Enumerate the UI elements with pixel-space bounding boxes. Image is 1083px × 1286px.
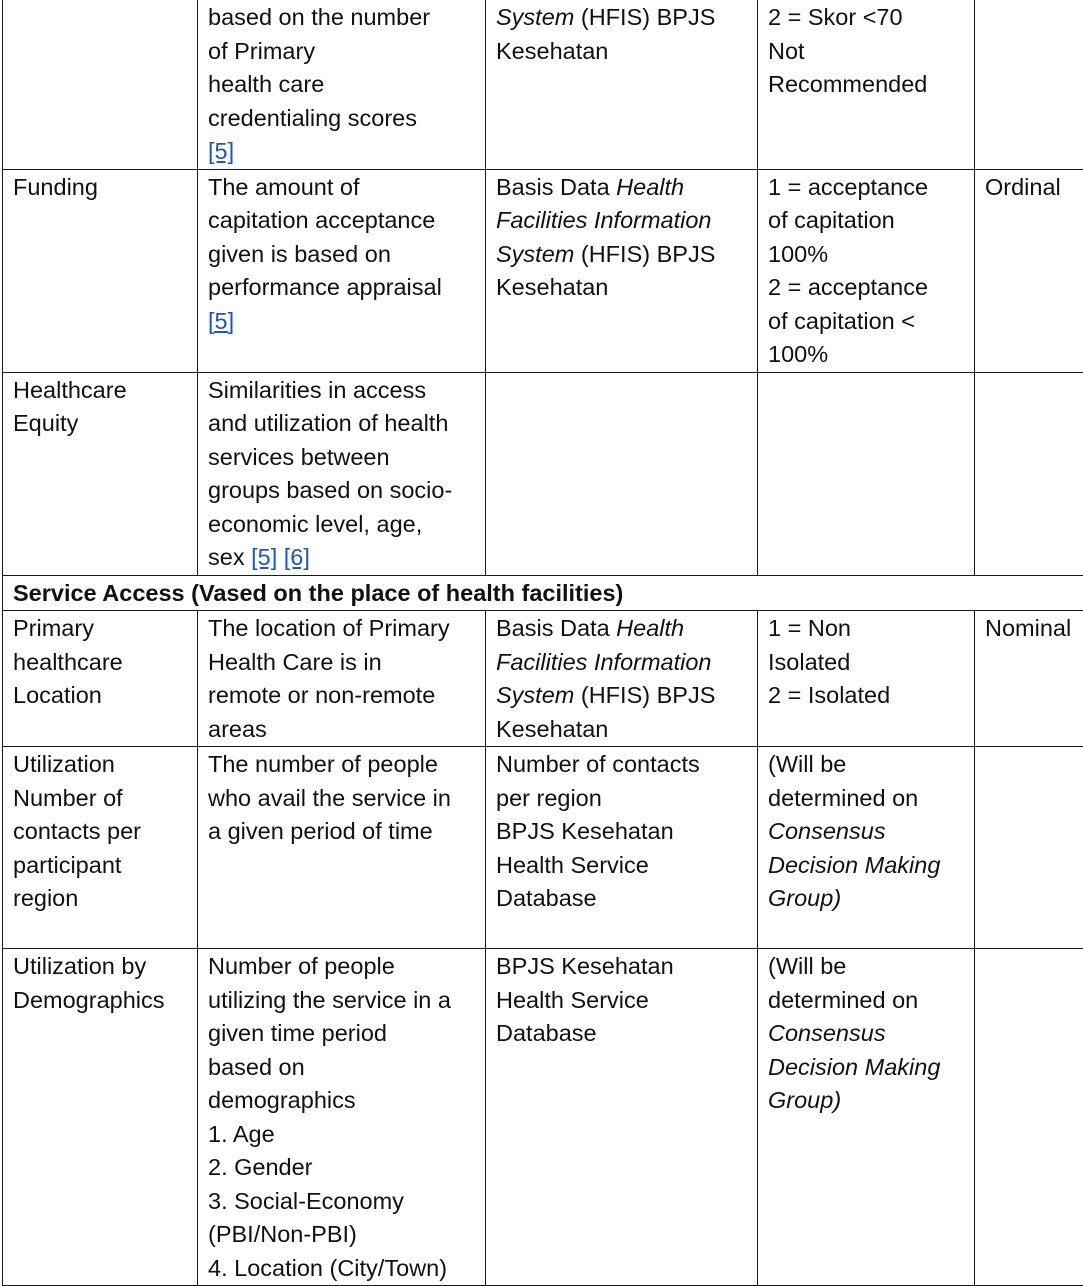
scale-cell: Nominal [975,611,1083,747]
scale-cell [975,949,1083,1286]
source-cell: System (HFIS) BPJS Kesehatan [486,0,758,169]
source-cell [486,372,758,575]
scale-cell [975,0,1083,169]
category-cell: 1 = Non Isolated 2 = Isolated [758,611,975,747]
table-row [3,747,1083,949]
citation-link[interactable]: [5] [251,544,277,570]
variable-cell: Healthcare Equity [3,372,198,575]
table-row [3,0,1083,169]
variable-cell: Funding [3,169,198,372]
citation-link[interactable]: [5] [208,308,234,334]
variable-cell: Primary healthcare Location [3,611,198,747]
category-cell: (Will be determined on Consensus Decision Making Group) [758,949,975,1286]
table-row [3,949,1083,1286]
source-cell: Basis Data Health Facilities Information System (HFIS) BPJS Kesehatan [486,169,758,372]
category-cell: (Will be determined on Consensus Decision Making Group) [758,747,975,949]
citation-link[interactable]: [5] [208,138,234,164]
category-cell: 1 = acceptance of capitation 100% 2 = acceptance of capitation < 100% [758,169,975,372]
definition-cell: Number of people utilizing the service in a given time period based on demographics 1. Age 2. Gender 3. Social-Economy (PBI/Non-PBI) 4. Location (City/Town) [198,949,486,1286]
scale-cell [975,747,1083,949]
variable-cell: Utilization by Demographics [3,949,198,1286]
variable-cell [3,0,198,169]
definition-cell: The location of Primary Health Care is in remote or non-remote areas [198,611,486,747]
definition-cell: Similarities in access and utilization of health services between groups based on socio- economic level, age, sex [5] [6] [198,372,486,575]
scale-cell: Ordinal [975,169,1083,372]
definition-cell: based on the number of Primary health care credentialing scores [5] [198,0,486,169]
citation-link[interactable]: [6] [284,544,310,570]
table-row [3,169,1083,372]
scale-cell [975,372,1083,575]
variable-cell: Utilization Number of contacts per participant region [3,747,198,949]
source-cell: Number of contacts per region BPJS Kesehatan Health Service Database [486,747,758,949]
category-cell [758,372,975,575]
definition-cell: The number of people who avail the service in a given period of time [198,747,486,949]
source-cell: BPJS Kesehatan Health Service Database [486,949,758,1286]
definition-cell: The amount of capitation acceptance given is based on performance appraisal [5] [198,169,486,372]
category-cell: 2 = Skor <70 Not Recommended [758,0,975,169]
indicator-table [2,0,1083,1286]
section-title: Service Access (Vased on the place of health facilities) [3,575,1083,611]
table-row [3,611,1083,747]
table-row [3,372,1083,575]
source-cell: Basis Data Health Facilities Information System (HFIS) BPJS Kesehatan [486,611,758,747]
section-header-row [3,575,1083,611]
